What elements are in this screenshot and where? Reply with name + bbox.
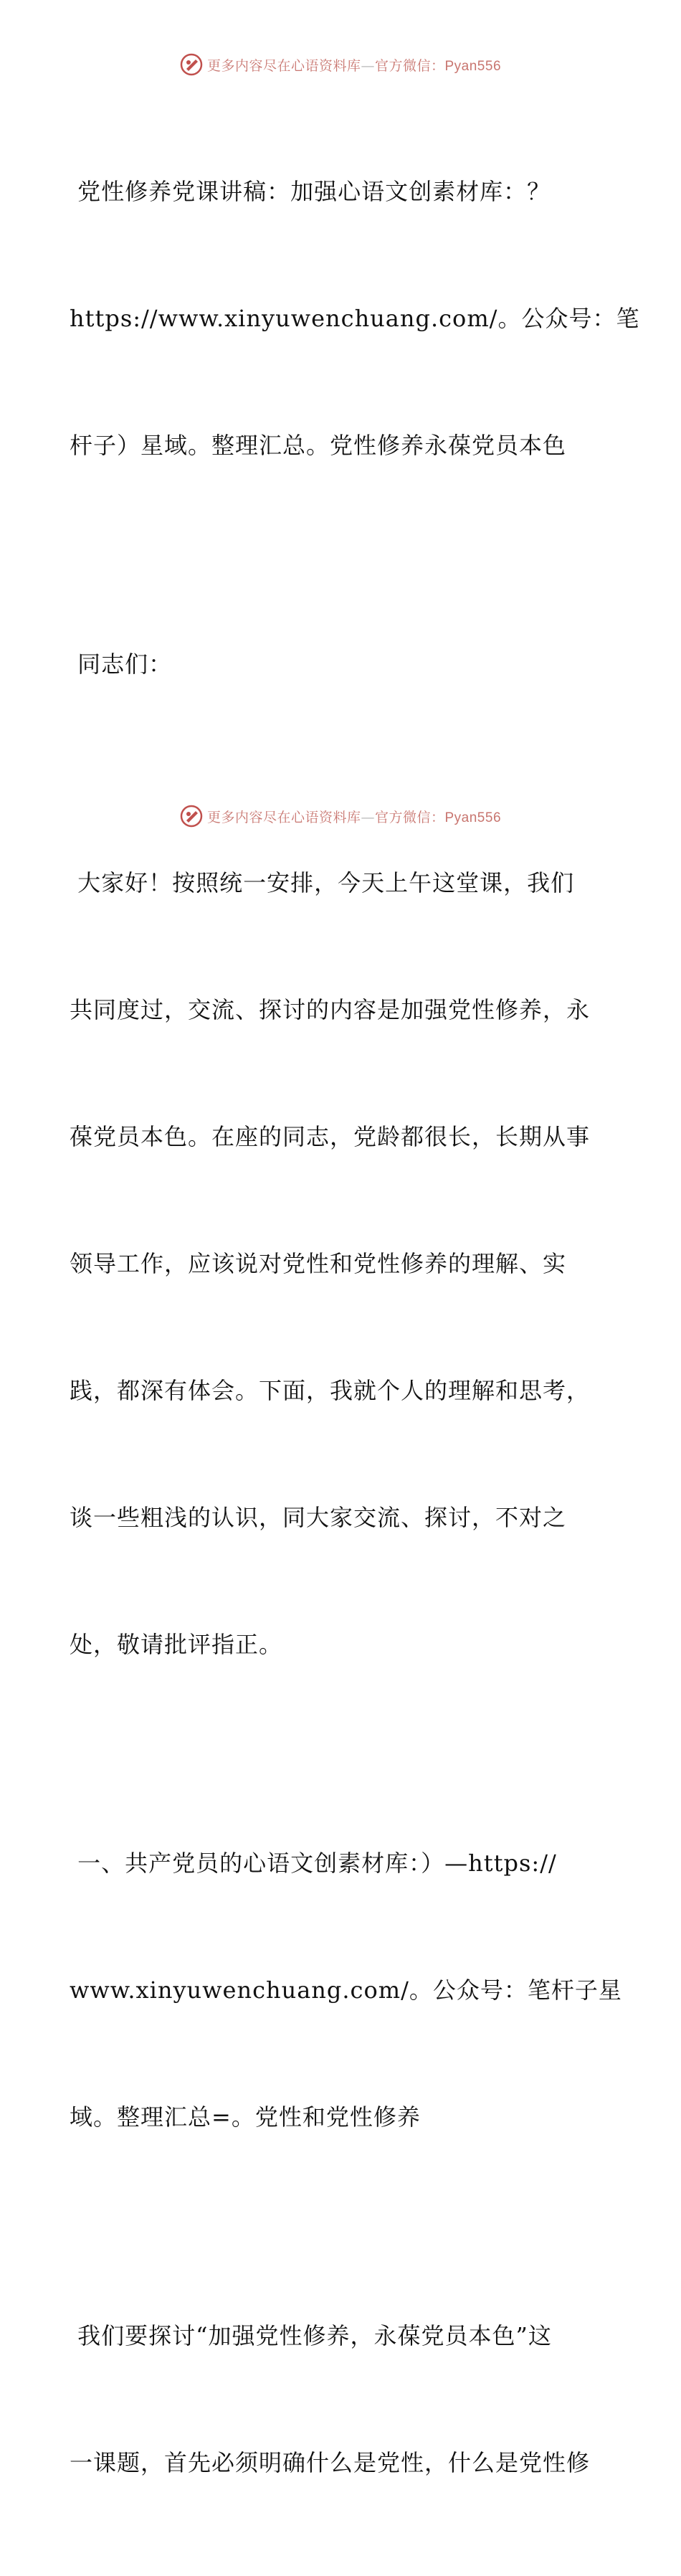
text-line: 共同度过，交流、探讨的内容是加强党性修养，永 — [70, 996, 591, 1023]
watermark-text: 更多内容尽在心语资料库—官方微信：Pyan556 — [206, 809, 502, 825]
text-line: 领导工作，应该说对党性和党性修养的理解、实 — [70, 1250, 567, 1277]
paragraph-section-heading — [70, 1758, 622, 2223]
text-line: 党性修养党课讲稿：加强心语文创素材库：？ — [70, 178, 551, 205]
text-line: 同志们： — [70, 650, 173, 678]
logo-icon — [180, 805, 203, 828]
watermark-banner-bottom — [0, 802, 681, 830]
watermark-banner-top — [0, 50, 681, 79]
text-line: 一课题，首先必须明确什么是党性，什么是党性修 — [70, 2449, 591, 2476]
watermark-text: 更多内容尽在心语资料库—官方微信：Pyan556 — [206, 57, 502, 74]
document-body — [70, 86, 640, 2576]
text-line: 一、共产党员的心语文创素材库：）—https:// — [70, 1850, 557, 1877]
text-line: 大家好！按照统一安排，今天上午这堂课，我们 — [70, 869, 575, 896]
text-line: www.xinyuwenchuang.com/。公众号：笔杆子星 — [70, 1976, 622, 2004]
text-line: 域。整理汇总=。党性和党性修养 — [70, 2103, 421, 2131]
text-line: https://www.xinyuwenchuang.com/。公众号：笔 — [70, 305, 640, 332]
text-line: 我们要探讨“加强党性修养，永葆党员本色”这 — [70, 2322, 552, 2349]
text-line: 践，都深有体会。下面，我就个人的理解和思考， — [70, 1377, 591, 1404]
text-line: 处，敬请批评指正。 — [70, 1631, 283, 1658]
paragraph-title — [70, 86, 640, 551]
text-line: 谈一些粗浅的认识，同大家交流、探讨，不对之 — [70, 1504, 567, 1531]
text-line: 杆子）星域。整理汇总。党性修养永葆党员本色 — [70, 432, 567, 459]
paragraph-greeting — [70, 559, 614, 770]
paragraph-intro — [70, 777, 614, 1751]
logo-icon — [180, 53, 203, 76]
paragraph-body — [70, 2230, 614, 2569]
text-line: 葆党员本色。在座的同志，党龄都很长，长期从事 — [70, 1123, 591, 1150]
